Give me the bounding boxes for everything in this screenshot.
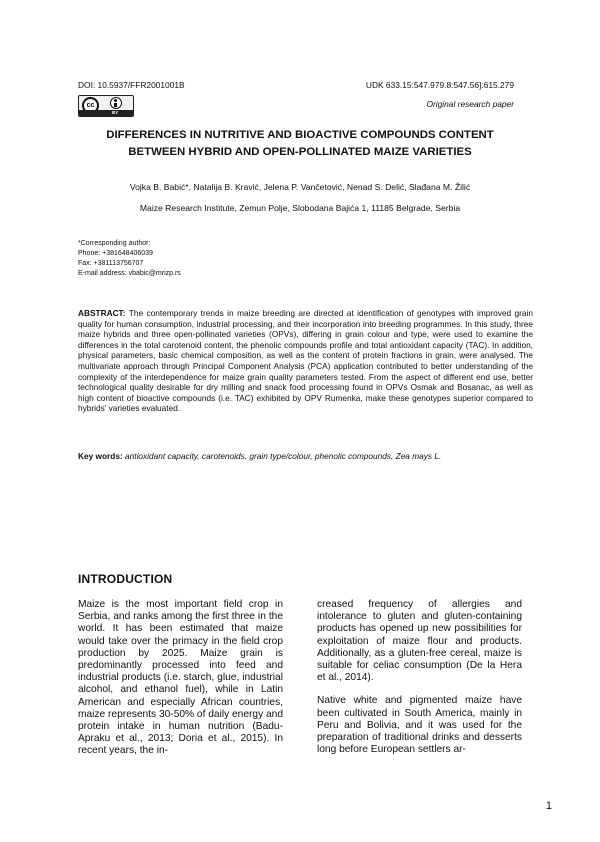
- paragraph: Maize is the most important field crop in Serbia, and ranks among the first three in the world. It has been estimated that maize would take over the primacy in the field crop production by 2025. Maize grain is predominantly processed into feed and industrial products (i.e. starch, glue, industrial alcohol, and ethanol fuel), while in Latin American and especially African countries, maize represents 30-50% of daily energy and protein intake in human nutrition (Badu-Apraku et al., 2013; Doria et al., 2015). In recent years, the in-: [78, 599, 283, 757]
- left-column: [78, 599, 283, 769]
- doi-text: DOI: 10.5937/FFR2001001B: [78, 80, 185, 90]
- author-list: Vojka B. Babić*, Natalija B. Kravić, Jelena P. Vančetović, Nenad S. Delić, Slađana M. Žilić: [129, 182, 471, 192]
- phone: Phone: +381648406039: [78, 250, 153, 257]
- corresponding-label: *Corresponding author:: [78, 240, 151, 247]
- right-column: [317, 599, 522, 767]
- by-label: BY: [112, 110, 119, 115]
- creative-commons-icon: cc: [82, 97, 99, 114]
- abstract: [78, 308, 533, 414]
- article-title: DIFFERENCES IN NUTRITIVE AND BIOACTIVE COMPOUNDS CONTENT BETWEEN HYBRID AND OPEN-POLLINATED MAIZE VARIETIES: [106, 129, 494, 158]
- section-heading-introduction: INTRODUCTION: [78, 572, 173, 586]
- keywords-list: antioxidant capacity, carotenoids, grain type/colour, phenolic compounds, Zea mays L.: [125, 451, 442, 461]
- keywords-label: Key words:: [78, 451, 123, 461]
- abstract-label: ABSTRACT:: [78, 308, 126, 318]
- badge-band: [79, 110, 133, 116]
- abstract-text: The contemporary trends in maize breeding are directed at identification of genotypes with improved grain quality for human consumption, industrial processing, and their incorporation into breeding programmes. In this study, three maize hybrids and three open-pollinated varieties (OPVs), differing in grain colour and type, were used to examine the differences in the total carotenoid content, the phenolic compounds profile and total antioxidant capacity (TAC). In addition, physical parameters, basic chemical composition, as well as the content of protein fractions in grain, were analysed. The multivariate approach through Principal Component Analysis (PCA) application contributed to better understanding of the complexity of the interdependence for maize grain quality parameters tested. From the aspect of different end use, better technological quality desirable for dry milling and snack food processing found in OPVs Osmak and Bosanac, as well as high content of bioactive compounds (i.e. TAC) exhibited by OPV Rumenka, make these genotypes superior compared to hybrids' varieties evaluated.: [78, 308, 533, 414]
- udk-text: UDK 633.15:547.979.8:547.56]:615.279: [365, 80, 514, 90]
- corresponding-author-block: [78, 239, 181, 279]
- affiliation: Maize Research Institute, Zemun Polje, Slobodana Bajića 1, 11185 Belgrade, Serbia: [139, 203, 461, 213]
- attribution-icon: [110, 97, 122, 109]
- page-number: 1: [545, 800, 552, 812]
- email[interactable]: E-mail address: vbabic@mrizp.rs: [78, 270, 181, 277]
- paragraph: creased frequency of allergies and intolerance to gluten and gluten-containing products has opened up new possibilities for exploitation of maize flour and products. Additionally, as a gluten-free cereal, maize is suitable for celiac consumption (De la Hera et al., 2014).: [317, 599, 522, 684]
- fax: Fax: +381113756707: [78, 260, 144, 267]
- paper-type: Original research paper: [426, 99, 514, 109]
- paragraph: Native white and pigmented maize have been cultivated in South America, mainly in Peru and Bolivia, and it was used for the preparation of traditional drinks and desserts long before European settlers ar-: [317, 695, 522, 756]
- keywords: [78, 451, 533, 462]
- cc-by-license-badge[interactable]: [78, 95, 134, 117]
